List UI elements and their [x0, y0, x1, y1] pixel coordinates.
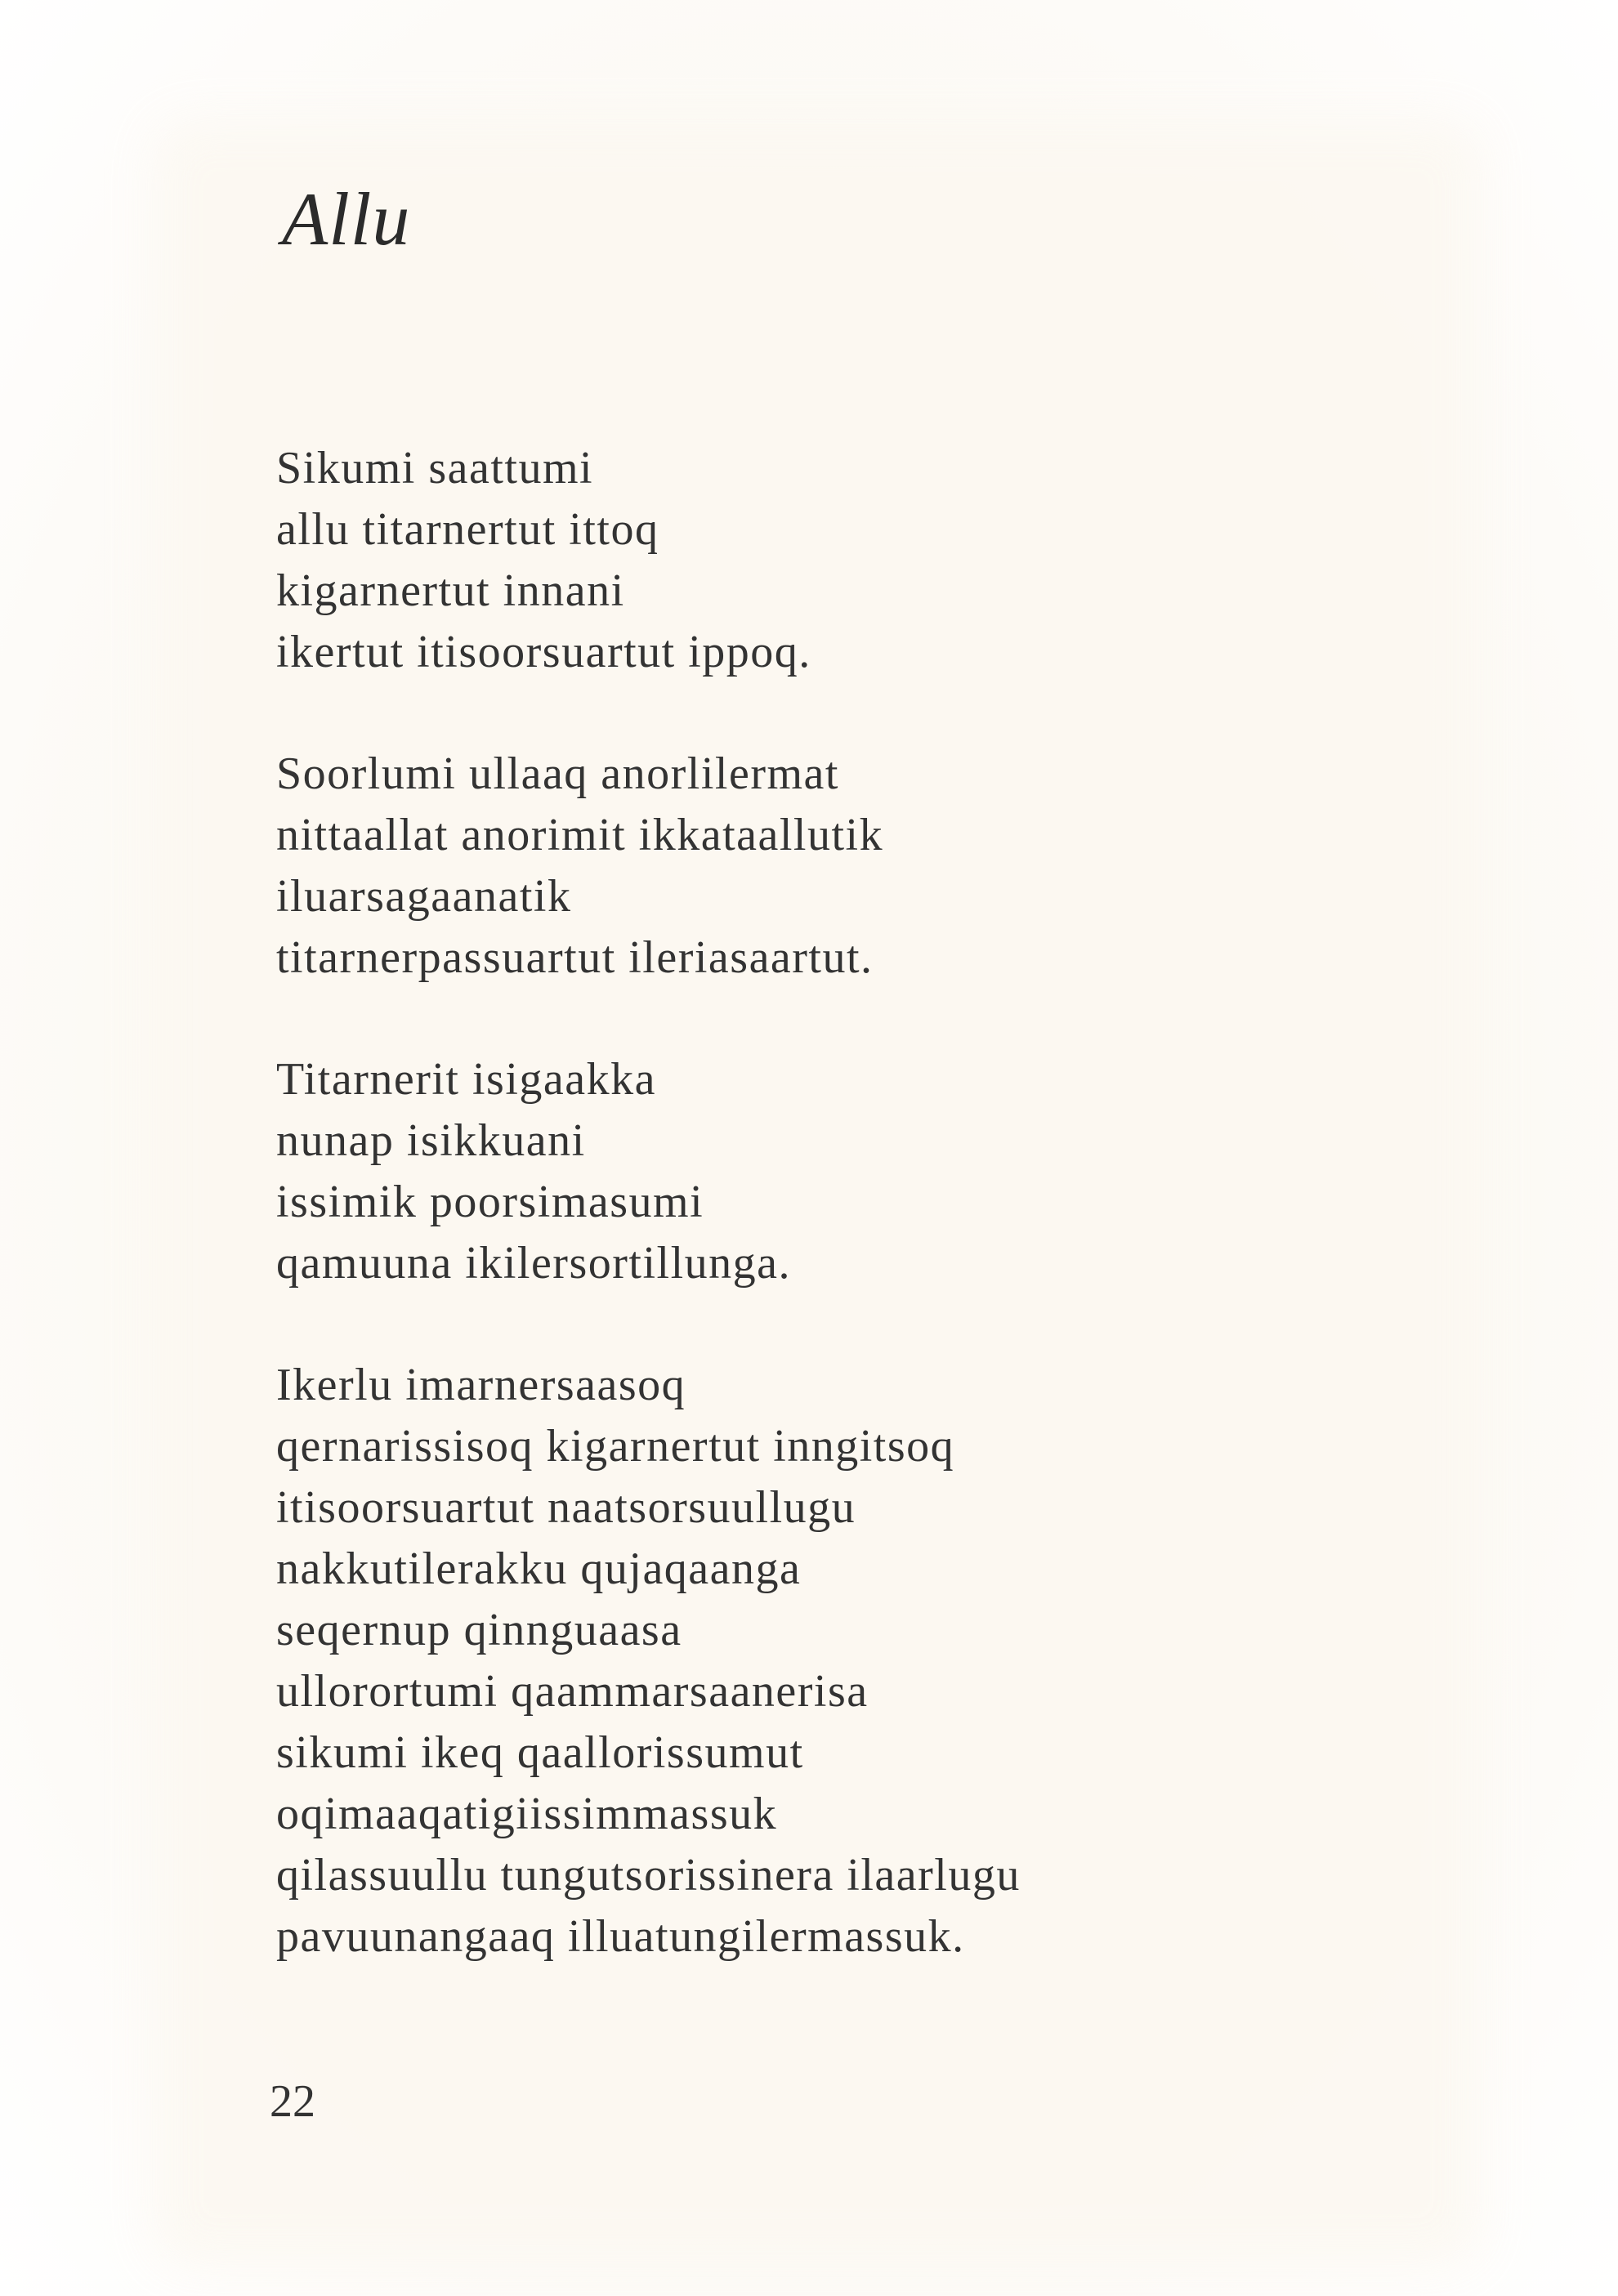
poem-line: Ikerlu imarnersaasoq	[276, 1360, 686, 1410]
poem-line: kigarnertut innani	[276, 565, 625, 616]
stanza-2	[276, 744, 1420, 989]
poem-line: qamuuna ikilersortillunga.	[276, 1238, 791, 1289]
poem-line: Sikumi saattumi	[276, 443, 594, 494]
poem-line: ullorortumi qaammarsaanerisa	[276, 1666, 869, 1717]
stanza-3	[276, 1049, 1420, 1294]
poem-line: Titarnerit isigaakka	[276, 1054, 656, 1105]
poem-line: ikertut itisoorsuartut ippoq.	[276, 627, 811, 677]
poem-line: oqimaaqatigiissimmassuk	[276, 1789, 778, 1839]
poem-line: nakkutilerakku qujaqaanga	[276, 1543, 802, 1594]
page-number: 22	[270, 2076, 315, 2127]
poem-line: iluarsagaanatik	[276, 871, 572, 922]
poem-title: Allu	[282, 177, 411, 261]
poem-line: seqernup qinnguaasa	[276, 1605, 682, 1655]
poem-body	[276, 438, 1420, 2028]
poem-line: sikumi ikeq qaallorissumut	[276, 1727, 804, 1778]
poem-line: pavuunangaaq illuatungilermassuk.	[276, 1911, 965, 1962]
poem-line: itisoorsuartut naatsorsuullugu	[276, 1482, 856, 1533]
poem-line: qilassuullu tungutsorissinera ilaarlugu	[276, 1850, 1021, 1901]
poem-line: allu titarnertut ittoq	[276, 504, 659, 555]
poem-line: nunap isikkuani	[276, 1115, 586, 1166]
stanza-1	[276, 438, 1420, 683]
poem-line: titarnerpassuartut ileriasaartut.	[276, 932, 874, 983]
poem-line: qernarissisoq kigarnertut inngitsoq	[276, 1421, 955, 1472]
poem-line: Soorlumi ullaaq anorlilermat	[276, 748, 839, 799]
poem-line: issimik poorsimasumi	[276, 1177, 704, 1227]
stanza-4	[276, 1355, 1420, 1968]
poem-line: nittaallat anorimit ikkataallutik	[276, 810, 884, 860]
